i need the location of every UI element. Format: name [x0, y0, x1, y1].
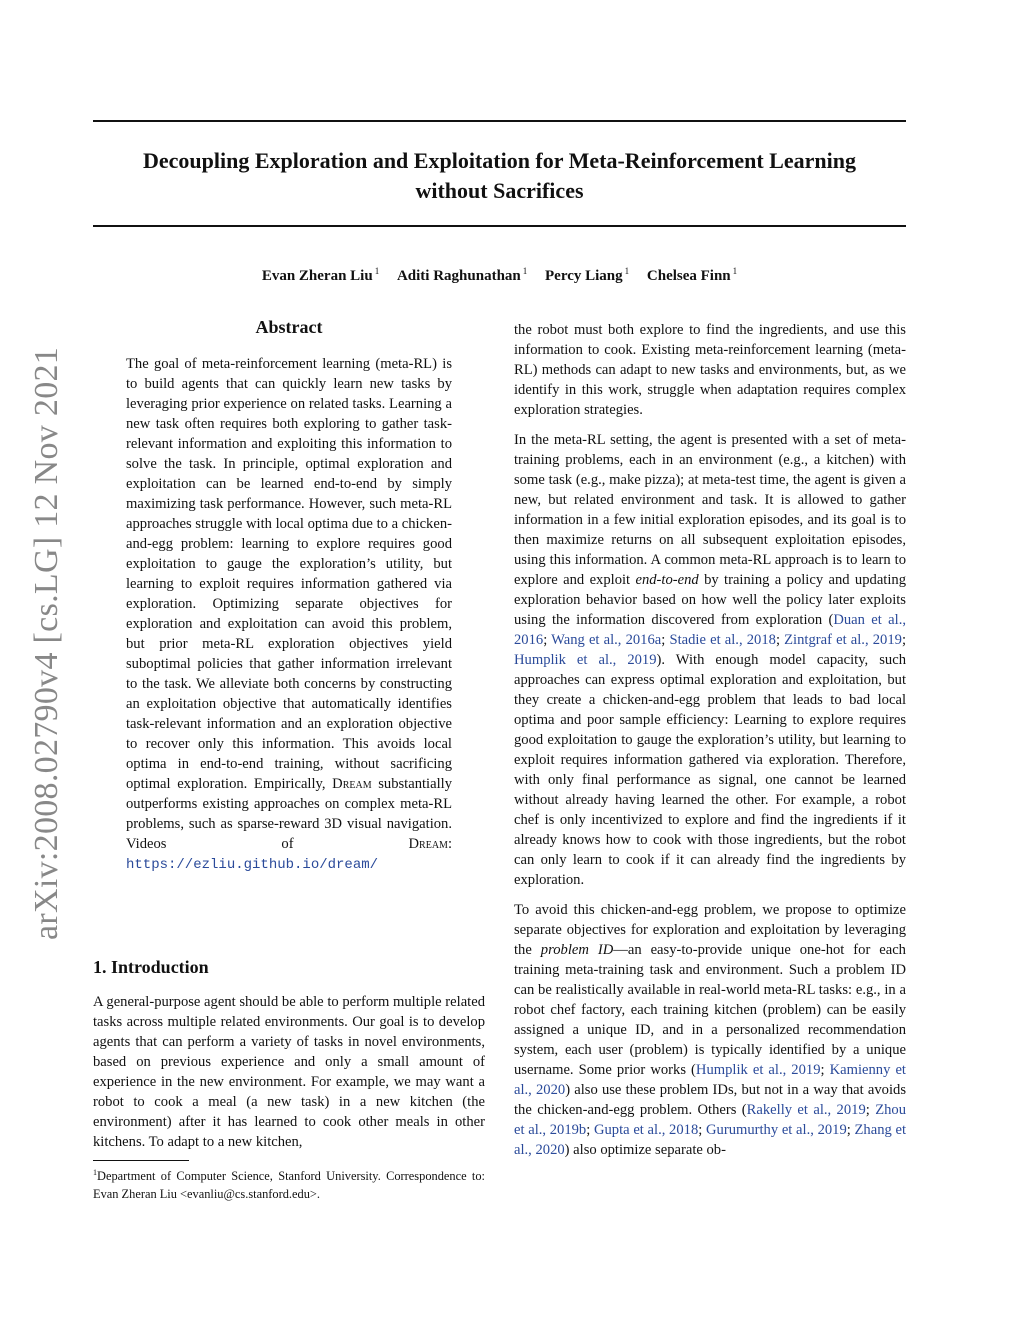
- title-line-1: Decoupling Exploration and Exploitation for Meta-Reinforcement Learning: [143, 148, 856, 173]
- citation-link[interactable]: Wang et al., 2016a: [551, 632, 662, 648]
- citation-link[interactable]: Zhang et al., 2020: [514, 1122, 907, 1158]
- abstract-heading: Abstract: [255, 317, 323, 337]
- citation-link[interactable]: Zintgraf et al., 2019: [784, 632, 902, 648]
- paragraph: To avoid this chicken-and-egg problem, we propose to optimize separate objectives for exploration and exploitation by leveraging the problem ID—an easy-to-provide unique one-hot for each training meta-training task and environment. Such a problem ID can be realistically available in real-world meta-RL tasks: e.g., in a robot chef factory, each training kitchen (problem) can be easily assigned a unique ID, and in a personalized recommendation system, each user (problem) is typically identified by a unique username. Some prior works (Humplik et al., 2019; Kamienny et al., 2020) also use these problem IDs, but not in a way that avoids the chicken-and-egg problem. Others (Rakelly et al., 2019; Zhou et al., 2019b; Gupta et al., 2018; Gurumurthy et al., 2019; Zhang et al., 2020) also optimize separate ob-: [514, 902, 907, 1158]
- method-name: Dream: [408, 836, 448, 852]
- citation-link[interactable]: Stadie et al., 2018: [669, 632, 776, 648]
- citation-link[interactable]: Zhou et al., 2019b: [514, 1102, 906, 1138]
- right-column: [514, 320, 906, 1170]
- citation-link[interactable]: Humplik et al., 2019: [514, 652, 657, 668]
- citation-link[interactable]: Duan et al., 2016: [514, 612, 906, 648]
- top-rule: [93, 120, 906, 122]
- paragraph: the robot must both explore to find the ingredients, and use this information to cook. Existing meta-reinforcement learning (meta-RL) methods can adapt to new tasks and environments, but, as we identify in this work, struggle when adaptation requires complex exploration strategies.: [514, 322, 906, 418]
- paper-title: [93, 146, 906, 206]
- abstract-body: The goal of meta-reinforcement learning (meta-RL) is to build agents that can quickly learn new tasks by leveraging prior experience on related tasks. Learning a new task often requires both exploring to gather task-relevant information and exploiting this information to solve the task. In principle, optimal exploration and exploitation can be learned end-to-end by simply maximizing task performance. However, such meta-RL approaches struggle with local optima due to a chicken-and-egg problem: learning to explore requires good exploitation to gauge the exploration’s utility, but learning to exploit requires information gathered via exploration. Optimizing separate objectives for exploration and exploitation can avoid this problem, but prior meta-RL exploration objectives yield suboptimal policies that gather information irrelevant to the task. We alleviate both concerns by constructing an exploitation objective that automatically identifies task-relevant information and an exploration objective to recover only this information. This avoids local optima in end-to-end training, without sacrificing optimal exploration. Empirically, Dream substantially outperforms existing approaches on complex meta-RL problems, such as sparse-reward 3D visual navigation. Videos of Dream: https://ezliu.github.io/dream/: [126, 356, 452, 873]
- method-name: Dream: [332, 776, 372, 792]
- citation-link[interactable]: Gurumurthy et al., 2019: [706, 1122, 847, 1138]
- citation-link[interactable]: Rakelly et al., 2019: [746, 1102, 866, 1118]
- title-line-2: without Sacrifices: [415, 178, 584, 203]
- author: Aditi Raghunathan $^1$: [396, 266, 528, 284]
- section-heading-introduction: 1. Introduction: [93, 957, 209, 977]
- title-bottom-rule: [93, 225, 906, 227]
- footnote-rule: [93, 1160, 189, 1161]
- citation-link[interactable]: Kamienny et al., 2020: [514, 1062, 906, 1098]
- footnote: $^1$Department of Computer Science, Stanford University. Correspondence to: Evan Zheran Liu <evanliu@cs.stanford.edu>.: [93, 1168, 485, 1202]
- author: Chelsea Finn $^1$: [646, 266, 738, 284]
- paragraph: In the meta-RL setting, the agent is presented with a set of meta-training problems, each in an environment (e.g., a kitchen) with some task (e.g., make pizza); at meta-test time, the agent is given a new, but related environment and task. It is allowed to gather information in a few initial exploration episodes, and its goal is to then maximize returns on all subsequent exploitation episodes, using this information. A common meta-RL approach is to learn to explore and exploit end-to-end by training a policy and updating exploration behavior based on how well the policy later exploits using the information discovered from exploration (Duan et al., 2016; Wang et al., 2016a; Stadie et al., 2018; Zintgraf et al., 2019; Humplik et al., 2019). With enough model capacity, such approaches can express optimal exploration and exploitation, but they create a chicken-and-egg problem that leads to bad local optima and poor sample efficiency: Learning to explore requires good exploitation to gauge the exploration’s utility, but learning to exploit requires information gathered via exploration. Therefore, with only final performance as signal, one cannot be learned without already having learned the other. For example, a robot chef is only incentivized to explore and find the ingredients if it already knows how to cook with those ingredients, but the robot can only learn to cook if it can already find the ingredients by exploration.: [514, 432, 906, 888]
- citation-link[interactable]: Gupta et al., 2018: [593, 1122, 699, 1138]
- project-url-link[interactable]: https://ezliu.github.io/dream/: [126, 857, 379, 873]
- arxiv-identifier: arXiv:2008.02790v4 [cs.LG] 12 Nov 2021: [28, 346, 65, 940]
- author: Evan Zheran Liu $^1$: [261, 266, 380, 284]
- author-list: [93, 260, 906, 287]
- author: Percy Liang $^1$: [545, 266, 630, 284]
- citation-link[interactable]: Humplik et al., 2019: [695, 1062, 821, 1078]
- intro-paragraph: A general-purpose agent should be able to perform multiple related tasks across multiple related environments. Our goal is to develop agents that can perform a variety of tasks in novel environments, based on previous experience and only a small amount of experience in the new environment. For example, we may want a robot to cook a meal (a new task) in a new kitchen (the environment) after it has learned to cook other meals in other kitchens. To adapt to a new kitchen,: [93, 994, 485, 1150]
